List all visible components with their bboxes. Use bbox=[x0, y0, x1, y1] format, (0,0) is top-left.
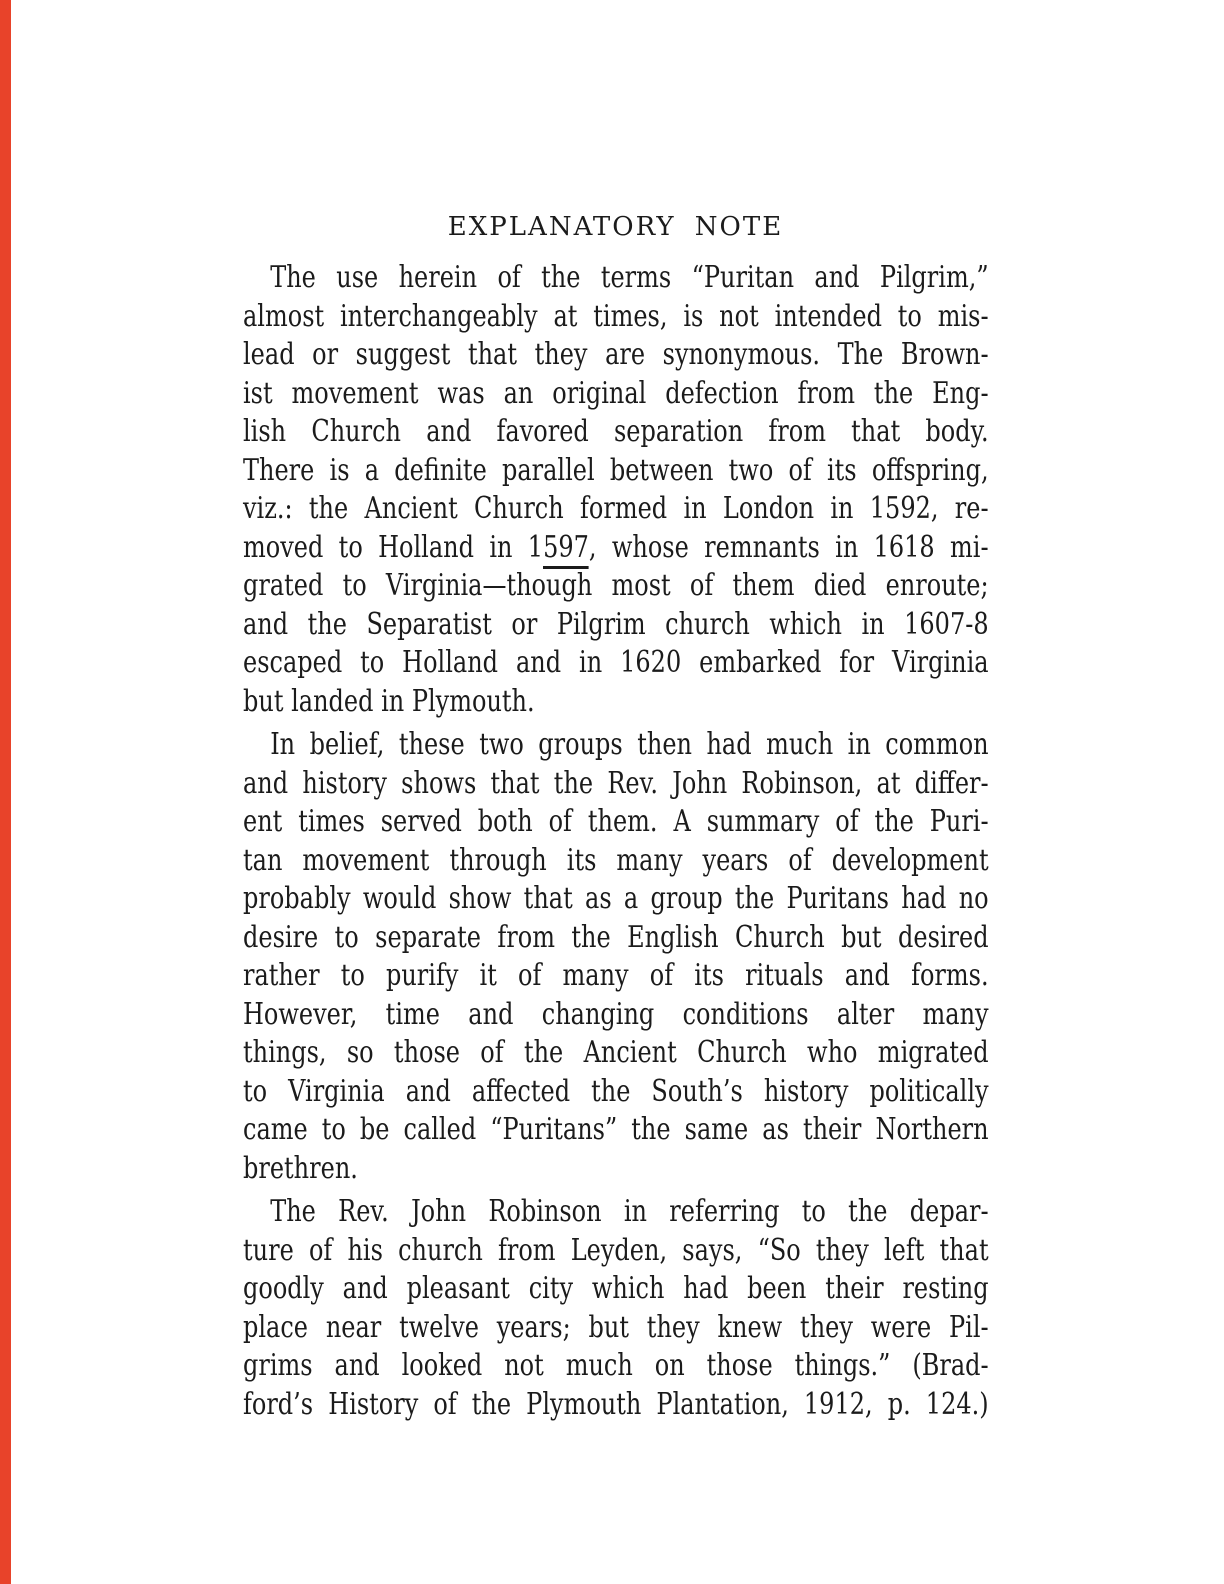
text-line: The use herein of the terms “Puritan and Pilgrim,” bbox=[270, 260, 989, 295]
text-line: escaped to Holland and in 1620 embarked for Virginia bbox=[243, 645, 989, 680]
text-line: place near twelve years; but they knew they were Pil- bbox=[243, 1309, 989, 1345]
paragraph bbox=[243, 726, 989, 1188]
text-line: ent times served both of them. A summary of the Puri- bbox=[243, 804, 989, 839]
text-line: moved to Holland in 1597, whose remnants in 1618 mi- bbox=[243, 529, 989, 568]
paragraph bbox=[243, 1193, 989, 1424]
text-line: In belief, these two groups then had much in common bbox=[270, 727, 989, 762]
text-line: grated to Virginia—though most of them died enroute; bbox=[243, 568, 989, 603]
text-line: and the Separatist or Pilgrim church which in 1607-8 bbox=[243, 606, 989, 642]
scan-edge-artifact bbox=[0, 0, 11, 1584]
text-line: and history shows that the Rev. John Robinson, at differ- bbox=[243, 765, 989, 801]
text-line: tan movement through its many years of development bbox=[243, 842, 989, 878]
text-line: lead or suggest that they are synonymous. The Brown- bbox=[243, 337, 989, 372]
text-line: lish Church and favored separation from that body. bbox=[243, 414, 989, 449]
text-line: ist movement was an original defection from the Eng- bbox=[243, 375, 989, 411]
page-title: EXPLANATORY NOTE bbox=[447, 212, 784, 242]
paragraph bbox=[243, 259, 989, 721]
text-line: desire to separate from the English Church but desired bbox=[243, 919, 989, 955]
text-line: but landed in Plymouth. bbox=[243, 683, 535, 719]
text-line: goodly and pleasant city which had been their resting bbox=[243, 1271, 989, 1306]
text-line: However, time and changing conditions alter many bbox=[243, 996, 989, 1032]
text-line: things, so those of the Ancient Church who migrated bbox=[243, 1035, 989, 1070]
text-line: almost interchangeably at times, is not intended to mis- bbox=[243, 298, 989, 334]
text-line: probably would show that as a group the Puritans had no bbox=[243, 881, 989, 916]
text-line: brethren. bbox=[243, 1150, 358, 1186]
text-line: rather to purify it of many of its rituals and forms. bbox=[243, 958, 989, 993]
text-line: came to be called “Puritans” the same as their Northern bbox=[243, 1112, 989, 1147]
underline-mark: 597 bbox=[543, 530, 589, 569]
text-line: viz.: the Ancient Church formed in London in 1592, re- bbox=[243, 491, 989, 526]
body-text bbox=[243, 259, 989, 1424]
text-line: The Rev. John Robinson in referring to the depar- bbox=[270, 1194, 989, 1229]
text-line: There is a definite parallel between two of its offspring, bbox=[243, 452, 989, 488]
text-line: to Virginia and affected the South’s history politically bbox=[243, 1073, 989, 1109]
text-line: ture of his church from Leyden, says, “So they left that bbox=[243, 1232, 989, 1268]
text-line: ford’s History of the Plymouth Plantation, 1912, p. 124.) bbox=[243, 1386, 989, 1422]
text-line: grims and looked not much on those things.” (Brad- bbox=[243, 1348, 989, 1383]
